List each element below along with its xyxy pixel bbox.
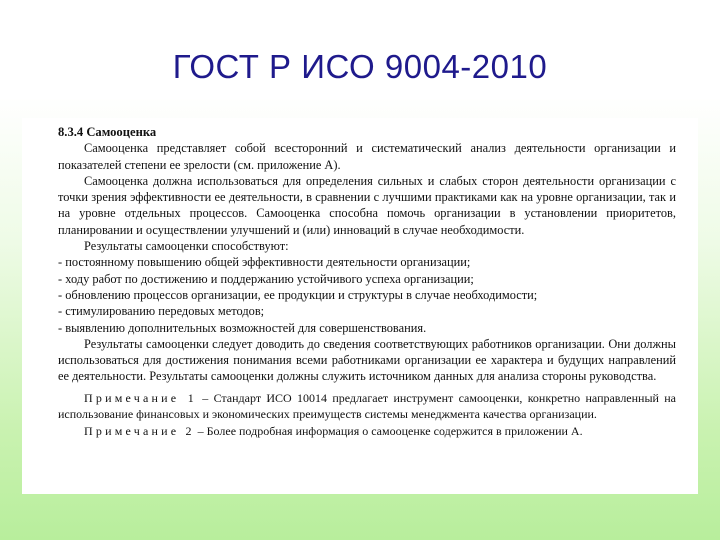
list-item: - выявлению дополнительных возможностей для совершенствования.	[58, 320, 427, 335]
results-list	[58, 254, 676, 335]
slide-title: ГОСТ Р ИСО 9004-2010	[172, 48, 548, 85]
note-1	[58, 391, 676, 423]
list-item: - постоянному повышению общей эффективности деятельности организации;	[58, 255, 471, 270]
paragraph-definition: Самооценка представляет собой всесторонний и систематический анализ деятельности организации и показателей степени ее зрелости (см. приложение А).	[58, 141, 676, 172]
note-1-label: Примечание 1	[84, 390, 197, 405]
list-item: - обновлению процессов организации, ее продукции и структуры в случае необходимости;	[58, 287, 538, 302]
list-item: - стимулированию передовых методов;	[58, 304, 265, 319]
paragraph-usage: Самооценка должна использоваться для определения сильных и слабых сторон деятельности организации с точки зрения эффективности ее деятельности, в сравнении с лучшими практиками как на уровне организации, так и на уровне отдельных процессов. Самооценка способна помочь организации в установлении приоритетов, планировании и осуществлении улучшений и (или) инноваций в случае необходимости.	[58, 173, 676, 237]
paragraph-closing: Результаты самооценки следует доводить до сведения соответствующих работников организации. Они должны использоваться для достижения понимания всеми работниками организации ее характера и будущих направлений ее деятельности. Результаты самооценки должны служить источником данных для анализа стороны руководства.	[58, 336, 676, 384]
paragraph-results-intro: Результаты самооценки способствуют:	[84, 239, 289, 254]
note-2	[58, 424, 676, 440]
note-1-text: – Стандарт ИСО 10014 предлагает инструмент самооценки, конкретно направленный на использование финансовых и экономических преимуществ системы менеджмента качества организации.	[58, 390, 677, 421]
note-2-text: – Более подробная информация о самооценке содержится в приложении А.	[197, 424, 583, 439]
document-scan	[22, 118, 698, 494]
list-item: - ходу работ по достижению и поддержанию устойчивого успеха организации;	[58, 271, 474, 286]
section-heading: 8.3.4 Самооценка	[58, 125, 157, 139]
note-2-label: Примечание 2	[84, 424, 195, 439]
